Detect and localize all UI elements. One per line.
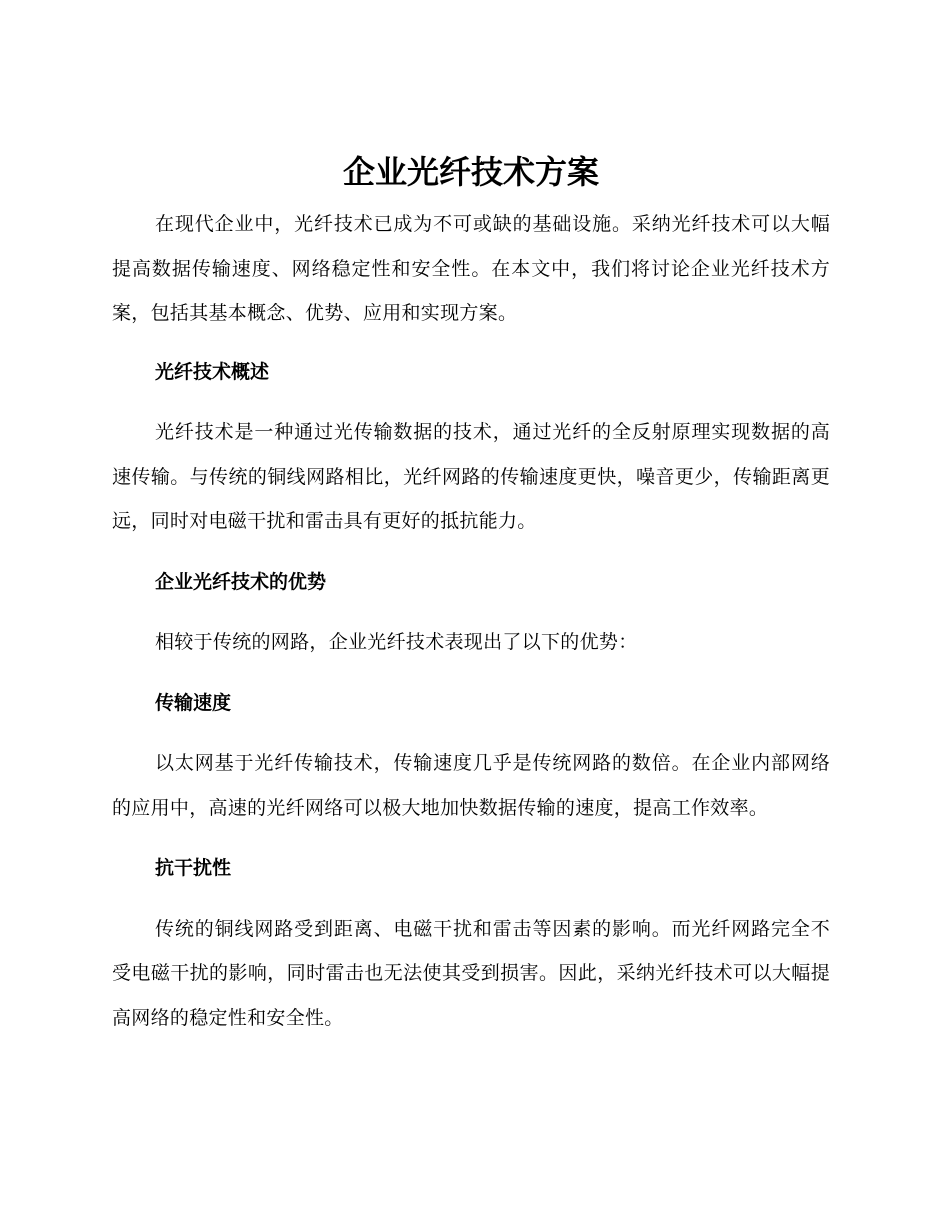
section-heading-anti-interference: 抗干扰性 xyxy=(155,857,232,879)
section-body-overview: 光纤技术是一种通过光传输数据的技术，通过光纤的全反射原理实现数据的高速传输。与传统的铜线网路相比，光纤网路的传输速度更快，噪音更少，传输距离更远，同时对电磁干扰和雷击具有更好的抵抗能力。 xyxy=(112,421,830,532)
section-heading-speed: 传输速度 xyxy=(155,691,232,714)
intro-paragraph: 在现代企业中，光纤技术已成为不可或缺的基础设施。采纳光纤技术可以大幅提高数据传输速度、网络稳定性和安全性。在本文中，我们将讨论企业光纤技术方案，包括其基本概念、优势、应用和实现方案。 xyxy=(112,213,830,324)
section-body-speed: 以太网基于光纤传输技术，传输速度几乎是传统网路的数倍。在企业内部网络的应用中，高速的光纤网络可以极大地加快数据传输的速度，提高工作效率。 xyxy=(112,752,830,819)
section-heading-overview: 光纤技术概述 xyxy=(155,360,270,383)
document-page xyxy=(112,150,830,1040)
section-body-advantages: 相较于传统的网路，企业光纤技术表现出了以下的优势： xyxy=(155,631,638,653)
section-body-anti-interference: 传统的铜线网路受到距离、电磁干扰和雷击等因素的影响。而光纤网路完全不受电磁干扰的影响，同时雷击也无法使其受到损害。因此，采纳光纤技术可以大幅提高网络的稳定性和安全性。 xyxy=(112,917,830,1029)
document-title: 企业光纤技术方案 xyxy=(342,153,599,191)
section-heading-advantages: 企业光纤技术的优势 xyxy=(155,570,327,593)
